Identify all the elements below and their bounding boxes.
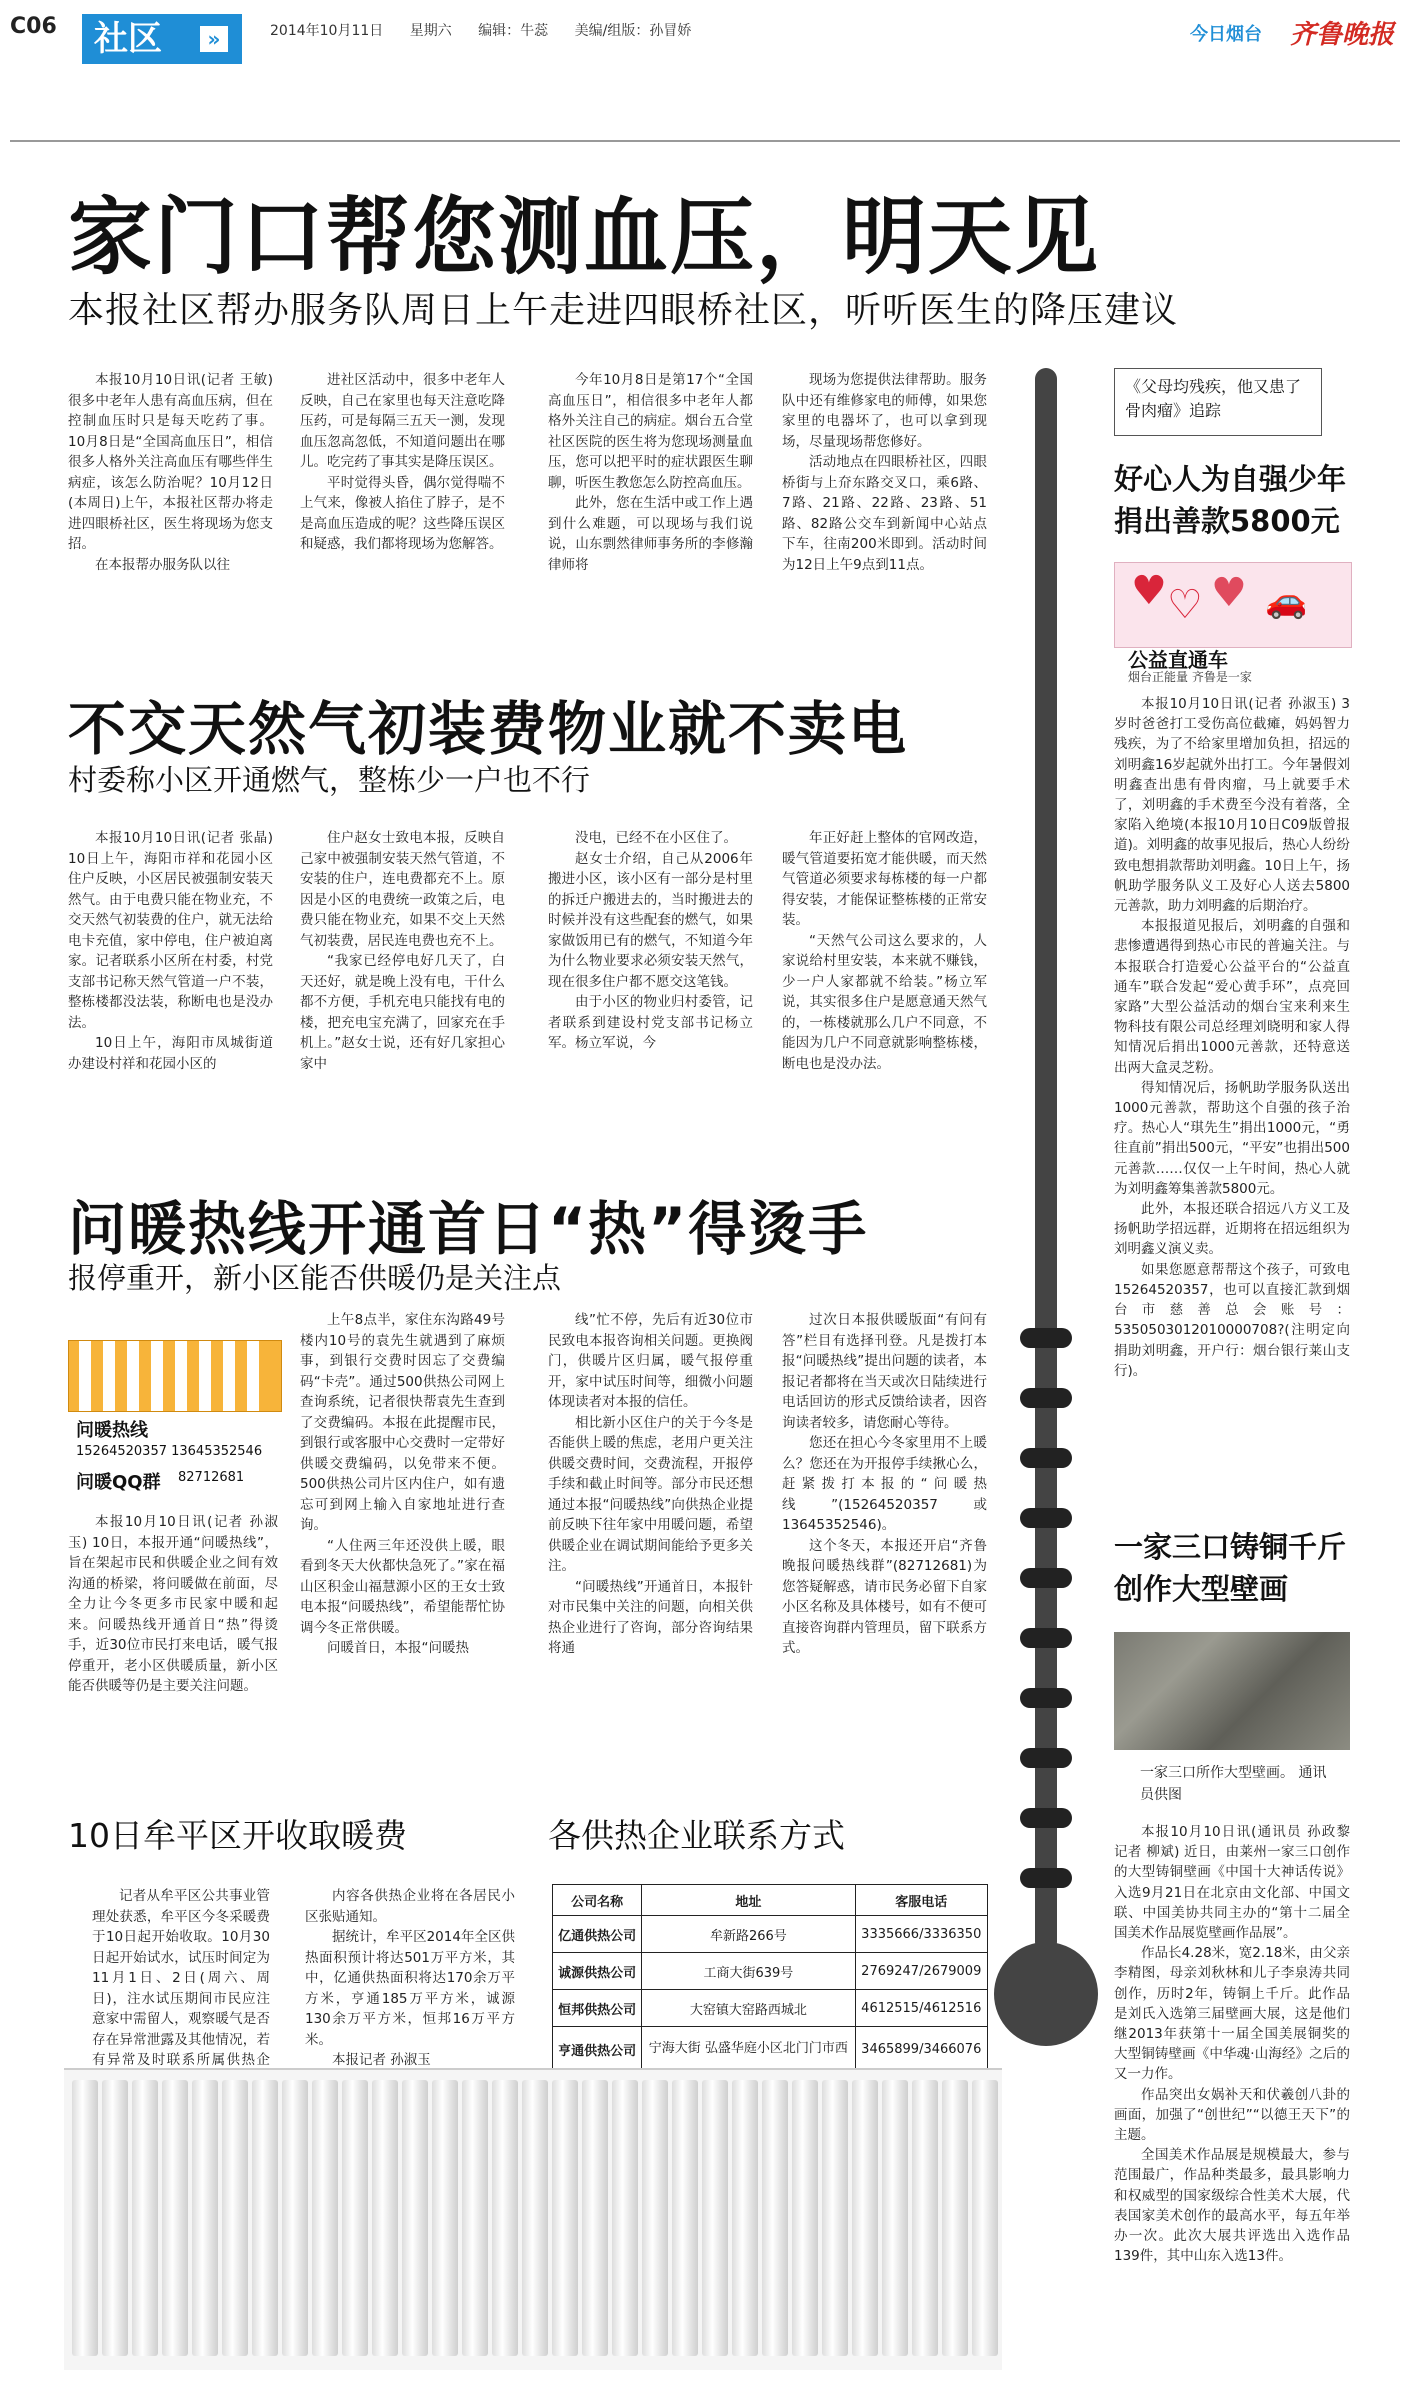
radiator-illustration [64,2068,1002,2370]
story3-subhead: 报停重开，新小区能否供暖仍是关注点 [68,1261,562,1295]
issue-date: 2014年10月11日 [270,23,384,39]
radiator-fin [432,2080,458,2356]
story1-col-2: 进社区活动中，很多中老年人反映，自己在家里也每天注意吃降压药，可是每隔三五天一测，发现血压忽高忽低，不知道问题出在哪儿。吃完药了事其实是降压误区。 平时觉得头昏，偶尔觉得喘不上气来，像被人掐住了脖子，是不是高血压造成的呢？这些降压误区和疑惑，我们都将现场为您解答。 [300,372,505,552]
radiator-fin [192,2080,218,2356]
company-address: 宁海大街 弘盛华庭小区北门门市西 [642,2027,855,2072]
section-label: 社区 [94,19,162,59]
radiator-fin [882,2080,908,2356]
thermometer-tick [1020,1688,1072,1708]
thermometer-tick [1020,1748,1072,1768]
company-address: 牟新路266号 [642,1916,855,1953]
thermometer-tick [1020,1328,1072,1348]
thermometer-tick [1020,1388,1072,1408]
radiator-fin [702,2080,728,2356]
thermometer-icon [1035,368,1057,1953]
story3-headline: 问暖热线开通首日“热”得烫手 [68,1195,869,1263]
qq-group-label: 问暖QQ群 [76,1472,161,1493]
story2-subhead: 村委称小区开通燃气，整栋少一户也不行 [68,763,591,797]
sidebar-headline-2: 一家三口铸铜千斤创作大型壁画 [1114,1530,1347,1606]
radiator-fin [822,2080,848,2356]
radiator-fin [612,2080,638,2356]
table-row [553,1916,988,1953]
issue-weekday: 星期六 [409,23,452,39]
table-header: 公司名称 [553,1885,642,1916]
radiator-fin [912,2080,938,2356]
radiator-fin [672,2080,698,2356]
radiator-fin [972,2080,998,2356]
mural-photo [1114,1632,1350,1750]
radiator-graphic [68,1340,282,1412]
radiator-fin [132,2080,158,2356]
story1-subhead: 本报社区帮办服务队周日上午走进四眼桥社区，听听医生的降压建议 [68,290,1179,331]
designer-credit: 美编/组版：孙冒娇 [574,23,692,39]
heart-icon: ♡ [1167,582,1203,628]
editor-credit: 编辑：牛蕊 [478,23,549,39]
company-address: 工商大街639号 [642,1953,855,1990]
radiator-fin [852,2080,878,2356]
table-row [553,2027,988,2072]
thermometer-tick [1020,1868,1072,1888]
table-row [553,1990,988,2027]
company-name: 亿通供热公司 [553,1916,642,1953]
story3-col-1: 本报10月10日讯(记者 孙淑玉) 10日，本报开通“问暖热线”，旨在架起市民和供暖企业之间有效沟通的桥梁，将问暖做在前面，尽全力让今冬更多市民家中暖和起来。问暖热线开通首日“热”得烫手，近30位市民打来电话，暖气报停重开，老小区供暖质量，新小区能否供暖等仍是主要关注问题。 [68,1514,278,1694]
table-row [553,1953,988,1990]
radiator-fin [252,2080,278,2356]
sidebar-story-2: 本报10月10日讯(通讯员 孙政黎 记者 柳斌) 近日，由莱州一家三口创作的大型铸铜壁画《中国十大神话传说》入选9月21日在北京由文化部、中国文联、中国美协共同主办的“第十二届全国美术作品展览壁画作品展”。 作品长4.28米，宽2.18米，由父亲李精图，母亲刘秋林和儿子李泉涛共同创作，历时2年，铸铜上千斤。此作品是刘氏入选第三届壁画大展，这是他们继2013年获第十一届全国美展铜奖的大型铜铸壁画《中华魂·山海经》之后的又一力作。 作品突出女娲补天和伏羲创八卦的画面，加强了“创世纪”“以德王天下”的主题。 全国美术作品展是规模最大，参与范围最广，作品种类最多，最具影响力和权威型的国家级综合性美术大展，代表国家美术创作的最高水平，每五年举办一次。此次大展共评选出入选作品139件，其中山东入选13件。 [1114,1824,1350,2265]
radiator-fin [72,2080,98,2356]
story4-col-2: 内容各供热企业将在各居民小区张贴通知。 据统计，牟平区2014年全区供热面积预计将达501万平方米，其中，亿通供热面积将达170余万平方米，亨通185万平方米，诚源130余万平方米，恒邦16万平方米。 本报记者 孙淑玉 [305,1888,515,2068]
story2-col-3: 没电，已经不在小区住了。 赵女士介绍，自己从2006年搬进小区，该小区有一部分是村里的拆迁户搬进去的，当时搬进去的时候并没有这些配套的燃气，如果家做饭用已有的燃气，不知道今年为什么物业要求必须安装天然气，现在很多住户都不愿交这笔钱。 由于小区的物业归村委管，记者联系到建设村党支部书记杨立军。杨立军说，今 [548,830,753,1051]
followup-box: 《父母均残疾，他又患了骨肉瘤》追踪 [1114,368,1322,436]
story1-col-1: 本报10月10日讯(记者 王敏) 很多中老年人患有高血压病，但在控制血压时只是每天吃药了事。10月8日是“全国高血压日”，相信很多人格外关注高血压有哪些伴生病症，该怎么防治呢？10月12日(本周日)上午，本报社区帮办将走进四眼桥社区，医生将现场为您支招。 在本报帮办服务队以往 [68,372,273,573]
story1-headline: 家门口帮您测血压，明天见 [68,188,1101,286]
radiator-fin [762,2080,788,2356]
company-name: 诚源供热公司 [553,1953,642,1990]
radiator-fin [792,2080,818,2356]
radiator-fin [372,2080,398,2356]
story2-headline: 不交天然气初装费物业就不卖电 [68,695,909,763]
thermometer-tick [1020,1508,1072,1528]
radiator-fin [582,2080,608,2356]
company-phone: 3465899/3466076 [855,2027,987,2072]
company-address: 大窑镇大窑路西城北 [642,1990,855,2027]
sidebar-headline-1: 好心人为自强少年捐出善款5800元 [1114,462,1347,538]
thermometer-tick [1020,1448,1072,1468]
radiator-fin [552,2080,578,2356]
company-name: 恒邦供热公司 [553,1990,642,2027]
table-header: 地址 [642,1885,855,1916]
story2-col-1: 本报10月10日讯(记者 张晶) 10日上午，海阳市祥和花园小区住户反映，小区居民被强制安装天然气。由于电费只能在物业充，不交天然气初装费的住户，就无法给电卡充值，家中停电，住户被迫离家。记者联系小区所在村委，村党支部书记称天然气管道一户不装，整栋楼都没法装，称断电也是没办法。 10日上午，海阳市凤城街道办建设村祥和花园小区的 [68,830,273,1072]
heart-icon: ♥ [1211,570,1247,616]
photo-caption: 一家三口所作大型壁画。 通讯员供图 [1140,1765,1327,1803]
table-header: 客服电话 [855,1885,987,1916]
header-rule [10,140,1400,142]
newspaper-logo: 齐鲁晚报 [1290,20,1395,50]
heating-contacts-table [552,1884,988,2072]
thermometer-tick [1020,1568,1072,1588]
charity-label: 公益直通车 [1128,648,1228,672]
story1-col-4: 现场为您提供法律帮助。服务队中还有维修家电的师傅，如果您家里的电器坏了，也可以拿到现场，尽量现场帮您修好。 活动地点在四眼桥社区，四眼桥街与上夼东路交叉口，乘6路、7路、21路、22路、23路、51路、82路公交车到新闻中心站点下车，往南200米即到。活动时间为12日上午9点到11点。 [782,372,987,573]
radiator-fin [102,2080,128,2356]
hotline-label: 问暖热线 [76,1420,148,1441]
sidebar-story-1: 本报10月10日讯(记者 孙淑玉) 3岁时爸爸打工受伤高位截瘫，妈妈智力残疾，为了不给家里增加负担，招远的刘明鑫16岁起就外出打工。今年暑假刘明鑫查出患有骨肉瘤，马上就要手术了，刘明鑫的手术费至今没有着落，全家陷入绝境(本报10月10日C09版曾报道)。刘明鑫的故事见报后，热心人纷纷致电想捐款帮助刘明鑫。10日上午，扬帆助学服务队义工及好心人送去5800元善款，助力刘明鑫的后期治疗。 本报报道见报后，刘明鑫的自强和悲惨遭遇得到热心市民的普遍关注。与本报联合打造爱心公益平台的“公益直通车”联合发起“爱心黄手环”，点亮回家路”大型公益活动的烟台宝来利来生物科技有限公司总经理刘晓明和家人得知情况后捐出1000元善款，还特意送出两大盒灵芝粉。 得知情况后，扬帆助学服务队送出1000元善款，帮助这个自强的孩子治疗。热心人“琪先生”捐出1000元，“勇往直前”捐出500元，“平安”也捐出500元善款……仅仅一上午时间，热心人就为刘明鑫筹集善款5800元。 此外，本报还联合招远八方义工及扬帆助学招远群，近期将在招远组织为刘明鑫义演义卖。 如果您愿意帮帮这个孩子，可致电15264520357，也可以直接汇款到烟台市慈善总会账号：5350503012010000708?(注明定向捐助刘明鑫，开户行：烟台银行莱山支行)。 [1114,696,1350,1379]
radiator-fin [462,2080,488,2356]
car-icon: 🚗 [1265,581,1308,621]
radiator-fin [282,2080,308,2356]
table-header-row [553,1885,988,1916]
radiator-fin [402,2080,428,2356]
edition-name: 今日烟台 [1190,24,1262,45]
story3-col-4: 过次日本报供暖版面“有问有答”栏目有选择刊登。凡是拨打本报“问暖热线”提出问题的读者，本报记者都将在当天或次日陆续进行电话回访的形式反馈给读者，因咨询读者较多，请您耐心等待。 您还在担心今冬家里用不上暖么？您还在为开报停手续揪心么，赶紧拨打本报的“问暖热线”(15264520357或13645352546)。 这个冬天，本报还开启“齐鲁晚报问暖热线群”(82712681)为您答疑解惑，请市民务必留下自家小区名称及具体楼号，如有不便可直接咨询群内管理员，留下联系方式。 [782,1312,987,1656]
story4-col-1: 记者从牟平区公共事业管理处获悉，牟平区今冬采暖费于10日起开始收取。10月30日起开始试水，试压时间定为11月1日、2日(周六、周日)，注水试压期间市民应注意家中需留人，观察暖气是否存在异常泄露及其他情况，若有异常及时联系所属供热企 [92,1888,270,2068]
double-chevron-icon: » [200,26,228,52]
hotline-numbers: 15264520357 13645352546 [76,1444,263,1459]
issue-meta [270,20,713,40]
thermometer-bulb-icon [994,1942,1098,2046]
qq-group-number: 82712681 [178,1470,245,1485]
radiator-fin [492,2080,518,2356]
company-phone: 2769247/2679009 [855,1953,987,1990]
story2-col-4: 年正好赶上整体的官网改造，暖气管道要拓宽才能供暖，而天然气管道必须要求每栋楼的每一户都得安装，才能保证整栋楼的正常安装。 “天然气公司这么要求的，人家说给村里安装，本来就不赚钱，少一户人家都就不给装。”杨立军说，其实很多住户是愿意通天然气的，一栋楼就那么几户不同意，不能因为几户不同意就影响整栋楼，断电也是没办法。 [782,830,987,1072]
radiator-fin [642,2080,668,2356]
story3-col-3: 线”忙不停，先后有近30位市民致电本报咨询相关问题。更换阀门，供暖片区归属，暖气报停重开，家中试压时间等，细微小问题体现读者对本报的信任。 相比新小区住户的关于今冬是否能供上暖的焦虑，老用户更关注供暖交费时间，交费流程，开报停手续和截止时间等。部分市民还想通过本报“问暖热线”向供热企业提前反映下往年家中用暖问题，希望供暖企业在调试期间能给予更多关注。 “问暖热线”开通首日，本报针对市民集中关注的问题，向相关供热企业进行了咨询，部分咨询结果将通 [548,1312,753,1656]
thermometer-tick [1020,1628,1072,1648]
company-name: 亨通供热公司 [553,2027,642,2072]
story2-col-2: 住户赵女士致电本报，反映自己家中被强制安装天然气管道，不安装的住户，连电费都充不上。原因是小区的电费统一政策之后，电费只能在物业充，如果不交上天然气初装费，居民连电费也充不上。 “我家已经停电好几天了，白天还好，就是晚上没有电，干什么都不方便，手机充电只能找有电的楼，把充电宝充满了，回家充在手机上。”赵女士说，还有好几家担心家中 [300,830,505,1072]
company-phone: 3335666/3336350 [855,1916,987,1953]
company-phone: 4612515/4612516 [855,1990,987,2027]
radiator-fin [222,2080,248,2356]
charity-slogan: 烟台正能量 齐鲁是一家 [1128,670,1252,684]
radiator-fin [522,2080,548,2356]
radiator-fin [942,2080,968,2356]
charity-logo [1114,562,1352,648]
table-title: 各供热企业联系方式 [548,1816,845,1855]
story4-headline: 10日牟平区开收取暖费 [68,1816,407,1855]
heart-icon: ♥ [1131,568,1167,614]
radiator-fin [312,2080,338,2356]
page-number: C06 [10,14,57,39]
section-badge [82,14,242,64]
page-header [0,0,1417,78]
radiator-fin [162,2080,188,2356]
story3-col-2: 上午8点半，家住东沟路49号楼内10号的袁先生就遇到了麻烦事，到银行交费时因忘了交费编码“卡壳”。通过500供热公司网上查询系统，记者很快帮袁先生查到了交费编码。本报在此提醒市民，到银行或客服中心交费时一定带好供暖交费编码，以免带来不便。500供热公司片区内住户，如有遗忘可到网上输入自家地址进行查询。 “人住两三年还没供上暖，眼看到冬天大伙都快急死了。”家在福山区积金山福慧源小区的王女士致电本报“问暖热线”，希望能帮忙协调今冬正常供暖。 问暖首日，本报“问暖热 [300,1312,505,1656]
story1-col-3: 今年10月8日是第17个“全国高血压日”，相信很多中老年人都格外关注自己的病症。烟台五合堂社区医院的医生将为您现场测量血压，您可以把平时的症状跟医生聊聊，听医生教您怎么防控高血压。 此外，您在生活中或工作上遇到什么难题，可以现场与我们说说，山东剽然律师事务所的李修瀚律师将 [548,372,753,573]
radiator-fin [342,2080,368,2356]
thermometer-tick [1020,1808,1072,1828]
radiator-fin [732,2080,758,2356]
